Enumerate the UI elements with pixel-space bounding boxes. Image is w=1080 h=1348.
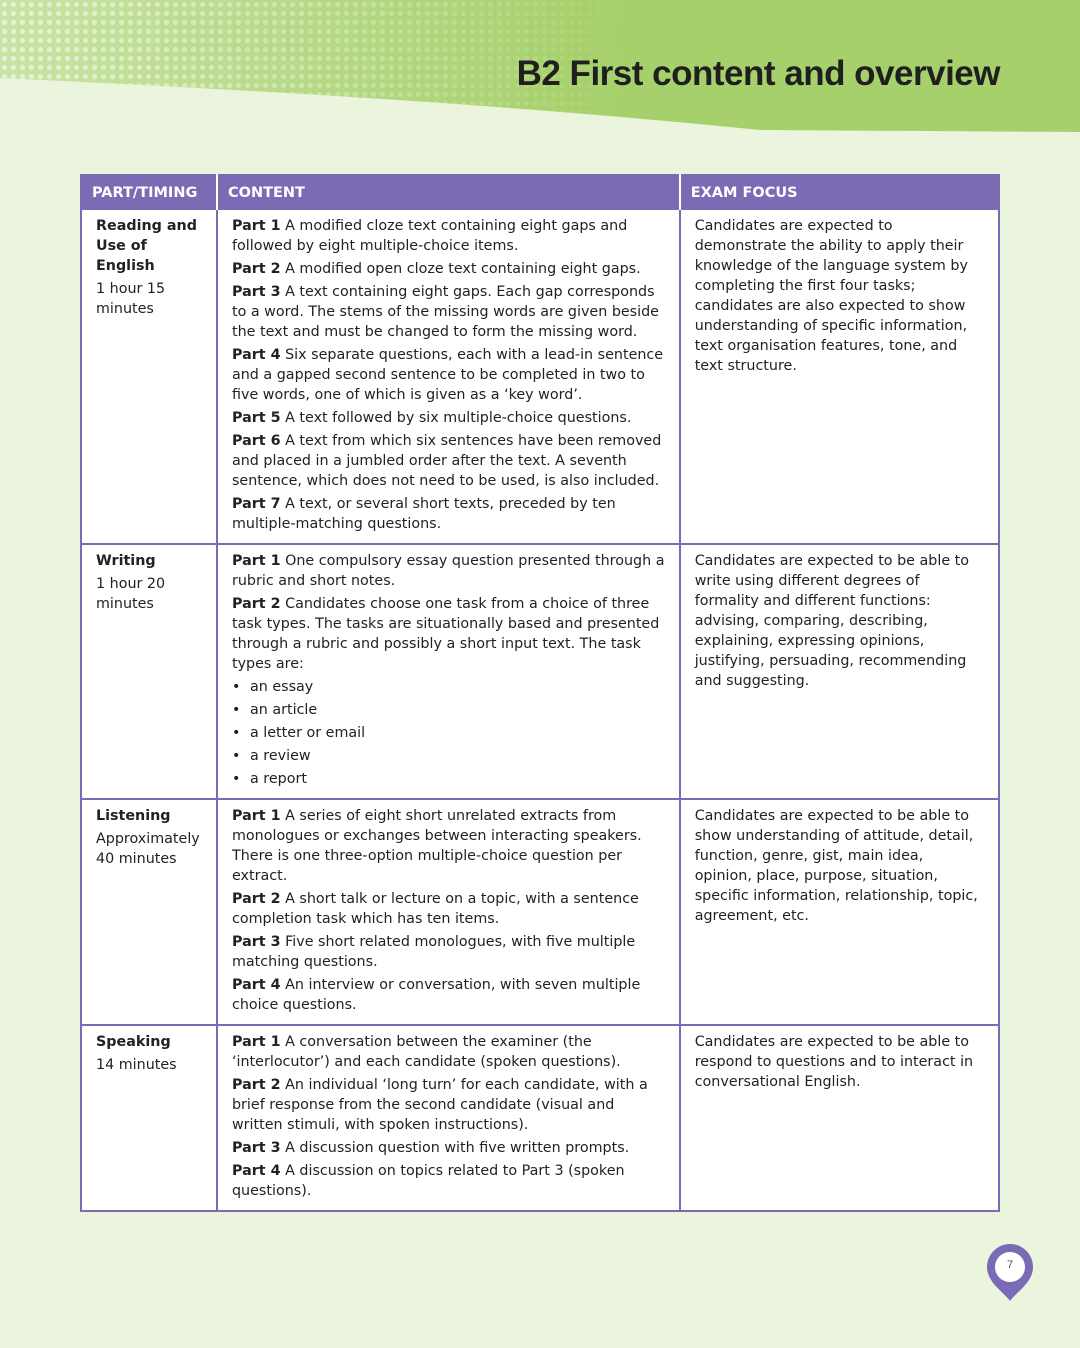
part-label: Part 2 [231, 261, 281, 277]
paper-name: Speaking [96, 1034, 171, 1050]
exam-focus-cell [680, 209, 999, 544]
part-label: Part 7 [231, 496, 281, 512]
content-item [232, 889, 665, 929]
exam-focus-cell [680, 1025, 999, 1211]
part-label: Part 5 [231, 410, 281, 426]
content-item [232, 975, 665, 1015]
content-item [232, 431, 665, 491]
paper-name: Listening [96, 808, 171, 824]
exam-focus-text: Candidates are expected to demonstrate the ability to apply their knowledge of the language system by completing the first four tasks; candidates are also expected to show understanding of specific information, text organisation features, tone, and text structure. [694, 218, 968, 374]
part-description: A modified cloze text containing eight gaps and followed by eight multiple-choice items. [231, 218, 628, 254]
part-description: A series of eight short unrelated extracts from monologues or exchanges between interacting speakers. There is one three-option multiple-choice question per extract. [231, 808, 642, 884]
column-header-exam-focus: EXAM FOCUS [680, 175, 999, 209]
page-badge-icon [985, 1243, 1035, 1303]
table-row-writing [81, 544, 999, 799]
part-timing-cell [81, 799, 217, 1025]
part-description: Candidates choose one task from a choice of three task types. The tasks are situationally based and presented through a rubric and possibly a short input text. The task types are: [231, 596, 660, 672]
part-description: A discussion question with five written prompts. [280, 1140, 630, 1156]
page-number: 7 [1006, 1259, 1014, 1271]
exam-focus-text: Candidates are expected to be able to show understanding of attitude, detail, function, genre, gist, main idea, opinion, place, purpose, situation, specific information, relationship, topic, agreement, etc. [694, 808, 978, 924]
content-cell [217, 544, 680, 799]
content-cell [217, 209, 680, 544]
content-item [232, 408, 665, 428]
paper-name: Writing [96, 553, 156, 569]
part-description: Five short related monologues, with five multiple matching questions. [231, 934, 636, 970]
part-description: A text followed by six multiple-choice questions. [280, 410, 632, 426]
paper-name: Reading and Use of English [96, 218, 197, 274]
part-description: One compulsory essay question presented through a rubric and short notes. [231, 553, 665, 589]
part-description: A text from which six sentences have been removed and placed in a jumbled order after the text. A seventh sentence, which does not need to be used, is also included. [231, 433, 662, 489]
paper-timing: 14 minutes [96, 1057, 177, 1073]
part-label: Part 6 [231, 433, 281, 449]
table-row-listening [81, 799, 999, 1025]
list-item: • an essay [232, 677, 665, 697]
part-label: Part 2 [231, 1077, 281, 1093]
part-timing-cell [81, 209, 217, 544]
task-type-list [232, 677, 665, 789]
paper-timing: Approximately 40 minutes [96, 831, 200, 867]
part-description: A discussion on topics related to Part 3 (spoken questions). [231, 1163, 625, 1199]
content-item [232, 1161, 665, 1201]
part-label: Part 3 [231, 934, 281, 950]
content-item [232, 594, 665, 674]
part-description: Six separate questions, each with a lead-in sentence and a gapped second sentence to be completed in two to five words, one of which is given as a ‘key word’. [231, 347, 664, 403]
content-item [232, 1075, 665, 1135]
exam-focus-text: Candidates are expected to be able to write using different degrees of formality and different functions: advising, comparing, describing, explaining, expressing opinions, justifying, persuading, recommending and suggesting. [694, 553, 970, 689]
table-row-reading [81, 209, 999, 544]
column-header-part-timing: PART/TIMING [81, 175, 217, 209]
content-cell [217, 799, 680, 1025]
table-row-speaking [81, 1025, 999, 1211]
part-label: Part 2 [231, 891, 281, 907]
part-description: A conversation between the examiner (the ‘interlocutor’) and each candidate (spoken questions). [231, 1034, 621, 1070]
content-item [232, 345, 665, 405]
part-description: A short talk or lecture on a topic, with a sentence completion task which has ten items. [231, 891, 639, 927]
exam-focus-cell [680, 544, 999, 799]
part-label: Part 1 [231, 1034, 281, 1050]
part-label: Part 4 [231, 977, 281, 993]
exam-focus-cell [680, 799, 999, 1025]
column-header-content: CONTENT [217, 175, 680, 209]
content-item [232, 259, 665, 279]
part-timing-cell [81, 544, 217, 799]
content-item [232, 1032, 665, 1072]
part-description: A text, or several short texts, preceded by ten multiple-matching questions. [231, 496, 616, 532]
page-title: B2 First content and overview [516, 54, 1000, 93]
part-label: Part 4 [231, 347, 281, 363]
table-header-row [81, 175, 999, 209]
part-label: Part 1 [231, 218, 281, 234]
list-item: • a review [232, 746, 665, 766]
part-label: Part 3 [231, 284, 281, 300]
content-item [232, 1138, 665, 1158]
content-item [232, 494, 665, 534]
paper-timing: 1 hour 20 minutes [96, 576, 166, 612]
part-label: Part 1 [231, 553, 281, 569]
part-label: Part 4 [231, 1163, 281, 1179]
part-timing-cell [81, 1025, 217, 1211]
part-label: Part 1 [231, 808, 281, 824]
part-description: An interview or conversation, with seven multiple choice questions. [231, 977, 641, 1013]
content-item [232, 806, 665, 886]
part-description: An individual ‘long turn’ for each candidate, with a brief response from the second candidate (visual and written stimuli, with spoken instructions). [231, 1077, 648, 1133]
part-description: A modified open cloze text containing eight gaps. [280, 261, 641, 277]
part-label: Part 3 [231, 1140, 281, 1156]
overview-table [80, 174, 1000, 1212]
content-item [232, 216, 665, 256]
content-item [232, 551, 665, 591]
content-cell [217, 1025, 680, 1211]
list-item: • a report [232, 769, 665, 789]
part-description: A text containing eight gaps. Each gap corresponds to a word. The stems of the missing words are given beside the text and must be changed to form the missing word. [231, 284, 659, 340]
part-label: Part 2 [231, 596, 281, 612]
list-item: • an article [232, 700, 665, 720]
content-item [232, 282, 665, 342]
list-item: • a letter or email [232, 723, 665, 743]
exam-focus-text: Candidates are expected to be able to respond to questions and to interact in conversational English. [694, 1034, 974, 1090]
paper-timing: 1 hour 15 minutes [96, 281, 166, 317]
content-item [232, 932, 665, 972]
